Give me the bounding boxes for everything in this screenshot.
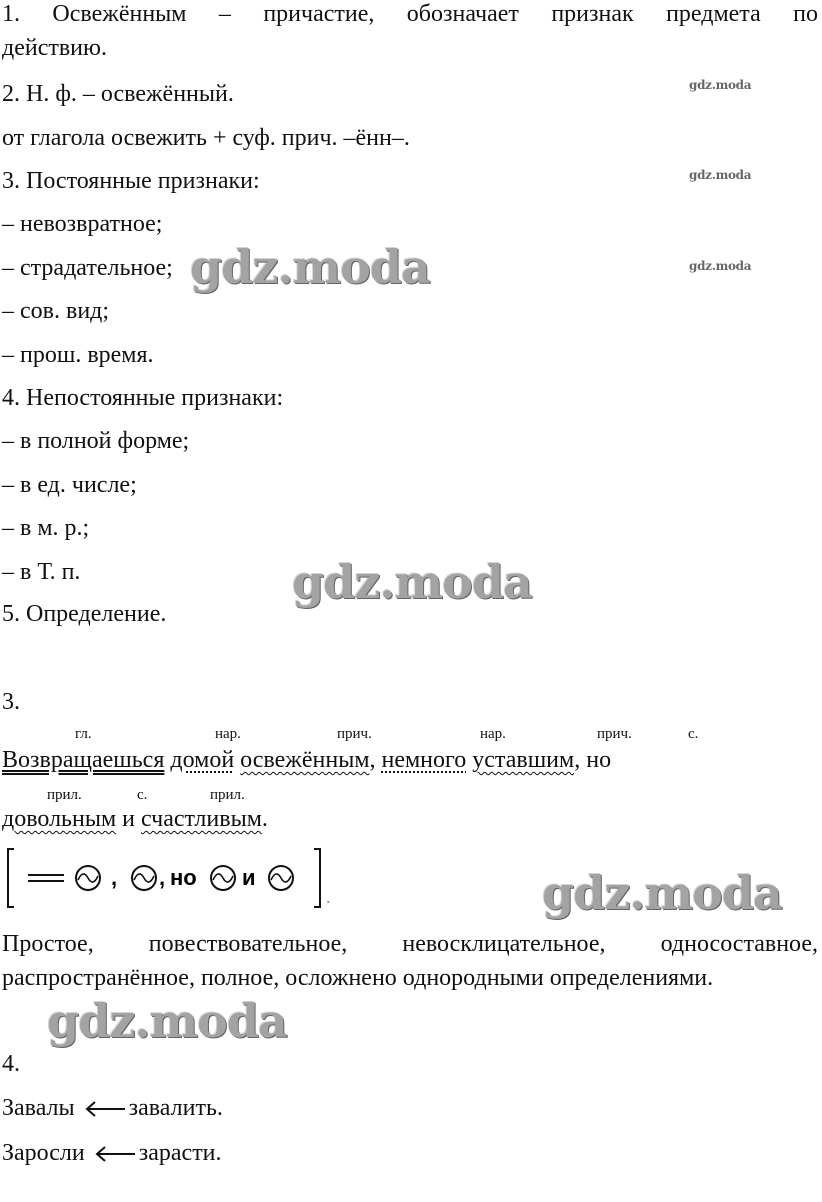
text-line-12: – в ед. числе;: [2, 472, 137, 498]
period: .: [261, 806, 268, 832]
source-word: зарасти.: [138, 1140, 222, 1166]
predicate-word: Возвращаешься: [2, 747, 165, 773]
attribute-circle-icon: [269, 866, 293, 890]
comma: ,: [369, 747, 376, 773]
source-word: завалить.: [128, 1095, 223, 1121]
text-line-3: 2. Н. ф. – освежённый.: [2, 81, 234, 107]
pos-label: гл.: [75, 726, 92, 742]
scheme-period: .: [326, 887, 331, 907]
scheme-conjunction: но: [170, 865, 197, 890]
pos-label: с.: [137, 787, 148, 803]
sentence-description-line-2: распространённое, полное, осложнено однородными определениями.: [2, 965, 714, 991]
attribute-word: уставшим: [472, 747, 575, 773]
text-line-6: – невозвратное;: [2, 211, 163, 237]
text-line-9: – прош. время.: [2, 342, 154, 368]
attribute-word: счастливым: [140, 806, 262, 832]
derived-word: Заросли: [2, 1140, 85, 1166]
scheme-conjunction: и: [242, 865, 256, 890]
watermark-big: gdz.moda: [47, 994, 287, 1048]
pos-label: прич.: [597, 726, 632, 742]
pos-label: прич.: [337, 726, 372, 742]
adverbial-word: немного: [381, 747, 467, 773]
section3-number: 3.: [2, 689, 20, 715]
attribute-circle-icon: [76, 866, 100, 890]
text-line-14: – в Т. п.: [2, 559, 81, 585]
word-formation-row: [2, 1139, 222, 1167]
sentence-scheme: [4, 845, 344, 913]
text-line-11: – в полной форме;: [2, 428, 190, 454]
arrow-left-icon: [93, 1144, 137, 1164]
sentence-line-1: [2, 746, 611, 774]
text-line-1: 1. Освежённым – причастие, обозначает признак предмета по: [2, 1, 818, 27]
text-line-15: 5. Определение.: [2, 601, 167, 627]
pos-label: с.: [688, 726, 699, 742]
watermark-big: gdz.moda: [292, 555, 532, 609]
section4-number: 4.: [2, 1051, 20, 1077]
scheme-bracket-right: [314, 849, 320, 907]
text-line-8: – сов. вид;: [2, 298, 110, 324]
text-line-4: от глагола освежить + суф. прич. –ённ–.: [2, 125, 410, 151]
attribute-word: довольным: [2, 806, 117, 832]
sentence-tail: , но: [574, 747, 612, 773]
sentence-description-line-1: Простое, повествовательное, невосклицательное, односоставное,: [2, 931, 818, 957]
pos-label: нар.: [480, 726, 506, 742]
text-line-7: – страдательное;: [2, 255, 173, 281]
text-line-13: – в м. р.;: [2, 515, 90, 541]
sentence-line-2: [2, 805, 268, 833]
scheme-bracket-left: [8, 849, 14, 907]
derived-word: Завалы: [2, 1095, 75, 1121]
attribute-circle-icon: [211, 866, 235, 890]
adverbial-word: домой: [170, 747, 235, 773]
attribute-word: освежённым: [240, 747, 370, 773]
pos-label: прил.: [210, 787, 245, 803]
pos-label: прил.: [47, 787, 82, 803]
word-formation-row: [2, 1094, 223, 1122]
text-line-10: 4. Непостоянные признаки:: [2, 385, 284, 411]
attribute-circle-icon: [132, 866, 156, 890]
watermark-big: gdz.moda: [542, 866, 782, 920]
text-line-5: 3. Постоянные признаки:: [2, 168, 260, 194]
watermark-small: gdz.moda: [689, 168, 752, 182]
watermark-small: gdz.moda: [689, 78, 752, 92]
scheme-comma: ,: [111, 865, 118, 890]
conjunction: и: [122, 806, 135, 832]
scheme-comma: ,: [159, 865, 166, 890]
pos-label: нар.: [215, 726, 241, 742]
watermark-big: gdz.moda: [190, 240, 430, 294]
arrow-left-icon: [83, 1099, 127, 1119]
text-line-2: действию.: [2, 35, 107, 61]
watermark-small: gdz.moda: [689, 259, 752, 273]
